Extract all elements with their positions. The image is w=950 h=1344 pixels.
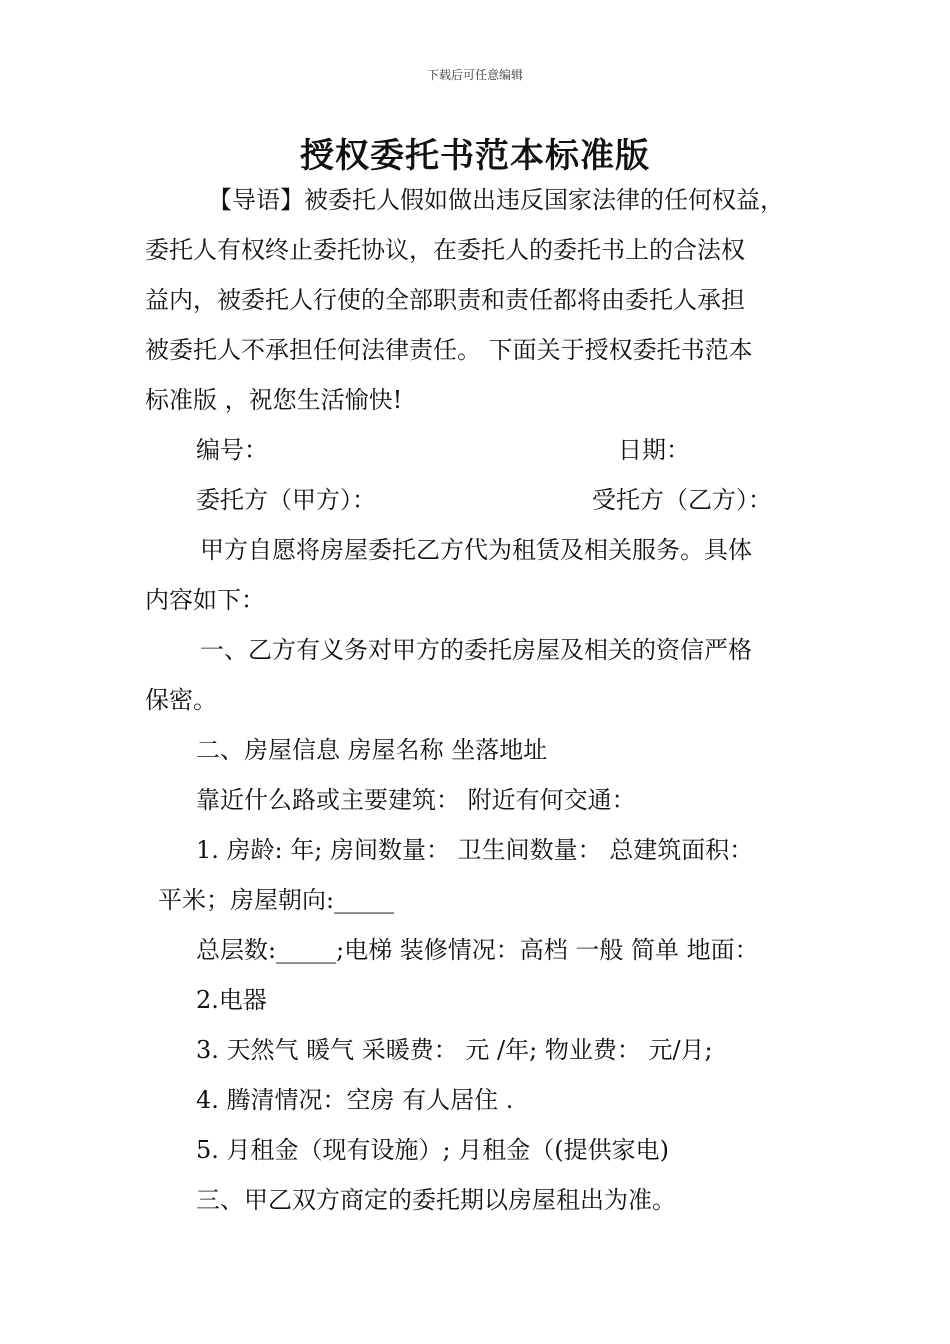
item-1-line-2: 平米；房屋朝向:_____ [158, 886, 395, 914]
item-2-line: 2.电器 [196, 986, 267, 1014]
principal-label: 委托方（甲方）： [196, 486, 376, 514]
section-3-line: 三、甲乙双方商定的委托期以房屋租出为准。 [196, 1186, 676, 1214]
intro-line-1: 【导语】被委托人假如做出违反国家法律的任何权益， [208, 186, 784, 214]
item-1-line-1: 1. 房龄: 年; 房间数量： 卫生间数量： 总建筑面积： [196, 836, 754, 864]
intro-line-3: 益内，被委托人行使的全部职责和责任都将由委托人承担 [145, 286, 745, 314]
document-title: 授权委托书范本标准版 [300, 136, 650, 176]
intro-line-2: 委托人有权终止委托协议，在委托人的委托书上的合法权 [145, 236, 745, 264]
paragraph-2-line-1: 一、乙方有义务对甲方的委托房屋及相关的资信严格 [200, 636, 752, 664]
date-label: 日期： [618, 436, 690, 464]
nearby-line: 靠近什么路或主要建筑： 附近有何交通： [196, 786, 636, 814]
paragraph-2-line-2: 保密。 [145, 686, 217, 714]
paragraph-1-line-1: 甲方自愿将房屋委托乙方代为租赁及相关服务。具体 [200, 536, 752, 564]
agent-label: 受托方（乙方）： [592, 486, 772, 514]
intro-line-4: 被委托人不承担任何法律责任。 下面关于授权委托书范本 [145, 336, 753, 364]
item-4-line: 4. 腾清情况：空房 有人居住 . [196, 1086, 514, 1114]
item-5-line: 5. 月租金（现有设施）; 月租金（(提供家电) [196, 1136, 669, 1164]
item-3-line: 3. 天然气 暖气 采暖费： 元 /年; 物业费： 元/月; [196, 1036, 713, 1064]
paragraph-1-line-2: 内容如下： [145, 586, 265, 614]
house-info-line: 二、房屋信息 房屋名称 坐落地址 [196, 736, 548, 764]
number-label: 编号： [196, 436, 268, 464]
intro-line-5: 标准版 ，祝您生活愉快! [145, 386, 403, 414]
floors-line: 总层数:_____;电梯 装修情况：高档 一般 简单 地面： [196, 936, 759, 964]
page-header: 下载后可任意编辑 [426, 68, 523, 82]
